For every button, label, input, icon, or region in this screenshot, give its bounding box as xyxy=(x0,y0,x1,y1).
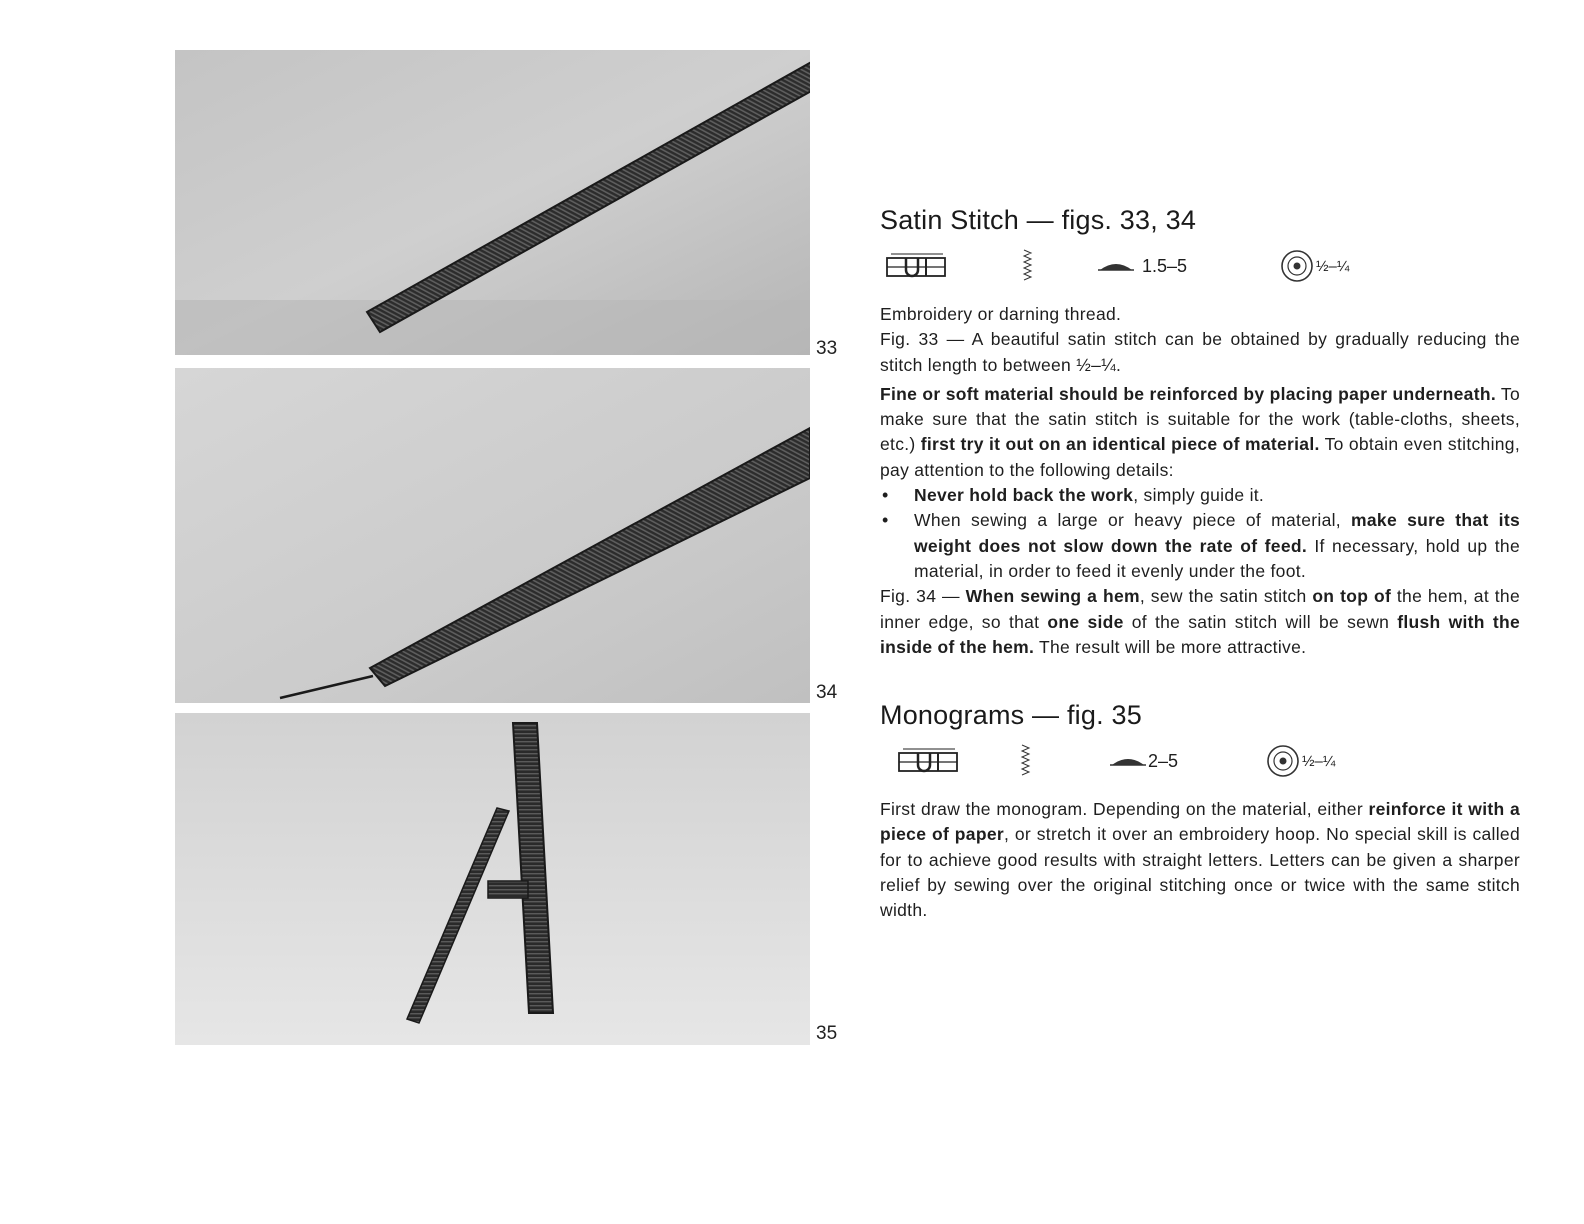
figure-number-34: 34 xyxy=(816,682,838,703)
satin-para-fig33: Fig. 33 — A beautiful satin stitch can be obtained by gradually reducing the stitch length to between ½–¼. xyxy=(880,329,1520,375)
stitch-width-icon xyxy=(1110,755,1146,767)
stitch-width-icon xyxy=(1098,260,1134,272)
figure-column xyxy=(175,50,810,1045)
satin-para-fig34: Fig. 34 — When sewing a hem, sew the satin stitch on top of the hem, at the inner edge, so that one side of the satin stitch will be sewn flush with the inside of the hem. The result will be more attractive. xyxy=(880,586,1520,657)
satin-stitch-body xyxy=(880,302,1520,660)
tension-dial-icon xyxy=(1266,744,1300,778)
monograms-para: First draw the monogram. Depending on the material, either reinforce it with a piece of paper, or stretch it over an embroidery hoop. No special skill is called for to achieve good results with straight letters. Letters can be given a sharper relief by sewing over the original stitching once or twice with the same stitch width. xyxy=(880,799,1520,921)
presser-foot-icon xyxy=(898,743,960,779)
satin-tension-setting xyxy=(1280,248,1349,284)
text-column xyxy=(880,205,1520,924)
satin-para-reinforce: Fine or soft material should be reinforced by placing paper underneath. To make sure that the satin stitch is suitable for the work (table-cloths, sheets, etc.) first try it out on an identical piece of material. To obtain even stitching, pay attention to the following details: xyxy=(880,383,1520,480)
monograms-body xyxy=(880,797,1520,923)
satin-stitch-width-setting xyxy=(1098,248,1187,284)
satin-stitch-width-value: 1.5–5 xyxy=(1142,255,1188,276)
satin-details-list xyxy=(880,483,1520,584)
zigzag-stitch-icon xyxy=(1020,248,1034,284)
monograms-tension-setting xyxy=(1266,743,1335,779)
satin-para-line1: Embroidery or darning thread. xyxy=(880,304,1122,324)
tension-dial-icon xyxy=(1280,249,1314,283)
figure-35-photo xyxy=(175,713,810,1045)
satin-settings-row xyxy=(880,248,1520,288)
satin-tension-value: ½–¼ xyxy=(1316,257,1350,275)
figure-33-photo xyxy=(175,50,810,355)
satin-stitch-heading: Satin Stitch — figs. 33, 34 xyxy=(880,205,1197,235)
figure-number-35: 35 xyxy=(816,1023,838,1044)
presser-foot-icon xyxy=(886,248,948,284)
monograms-stitch-width-setting xyxy=(1110,743,1178,779)
figure-number-33: 33 xyxy=(816,338,838,359)
monograms-tension-value: ½–¼ xyxy=(1302,752,1336,770)
monograms-settings-row xyxy=(880,743,1520,783)
monograms-heading: Monograms — fig. 35 xyxy=(880,700,1142,731)
zigzag-stitch-icon xyxy=(1018,743,1032,779)
figure-34-photo xyxy=(175,368,810,703)
list-item: • When sewing a large or heavy piece of material, make sure that its weight does not slow down the rate of feed. If necessary, hold up the material, in order to feed it evenly under the foot. xyxy=(880,508,1520,584)
monograms-stitch-width-value: 2–5 xyxy=(1148,750,1179,771)
list-item: • Never hold back the work, simply guide it. xyxy=(880,483,1520,508)
